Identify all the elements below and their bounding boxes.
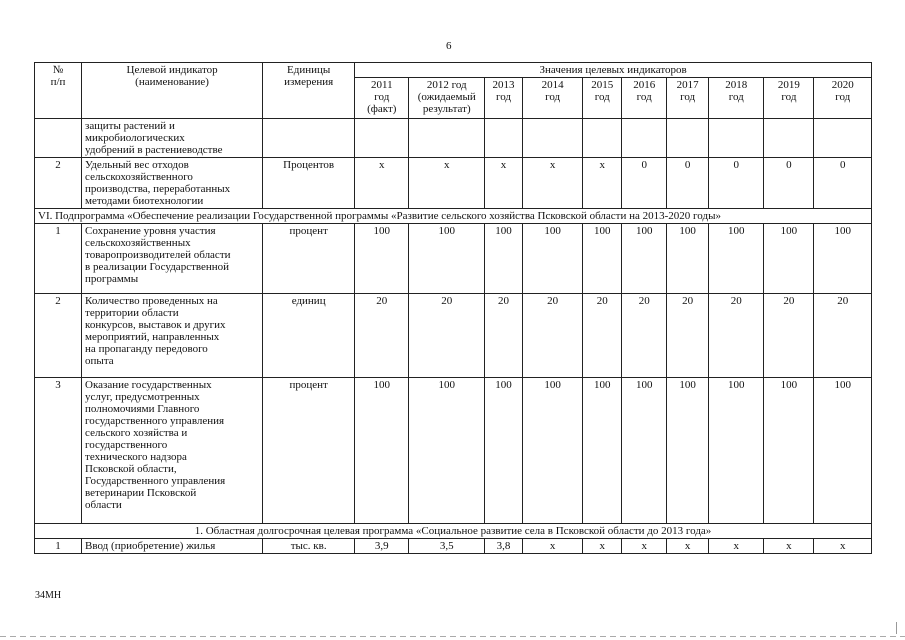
value-cell: 20 (485, 294, 523, 378)
table-row (35, 158, 872, 209)
value-cell (583, 119, 622, 158)
unit-cell: процент (263, 378, 355, 524)
unit-cell: Процентов (263, 158, 355, 209)
header-year-2: 2013 год (485, 78, 523, 119)
header-year-1: 2012 год (ожидаемый результат) (409, 78, 485, 119)
header-year-4: 2015 год (583, 78, 622, 119)
header-units: Единицы измерения (263, 63, 355, 119)
value-cell: 100 (485, 224, 523, 294)
value-cell: 0 (764, 158, 814, 209)
value-cell: 3,5 (409, 539, 485, 554)
footer-code: 34МН (35, 590, 62, 601)
value-cell: 100 (409, 378, 485, 524)
value-cell: 20 (522, 294, 582, 378)
indicator-name: Удельный вес отходов сельскохозяйственного производства, переработанных методами биотехнологии (82, 158, 263, 209)
indicator-name: Сохранение уровня участия сельскохозяйственных товаропроизводителей области в реализации Государственной программы (82, 224, 263, 294)
value-cell: х (814, 539, 872, 554)
indicators-table (34, 62, 872, 554)
section-title: 1. Областная долгосрочная целевая программа «Социальное развитие села в Псковской области до 2013 года» (35, 524, 872, 539)
row-number (35, 119, 82, 158)
value-cell (667, 119, 709, 158)
value-cell: 100 (522, 378, 582, 524)
unit-cell: единиц (263, 294, 355, 378)
value-cell: 100 (409, 224, 485, 294)
row-number: 1 (35, 539, 82, 554)
value-cell: 20 (814, 294, 872, 378)
header-num: № п/п (35, 63, 82, 119)
value-cell: 100 (622, 378, 667, 524)
value-cell: 100 (667, 224, 709, 294)
table-body (35, 119, 872, 554)
value-cell: 3,9 (355, 539, 409, 554)
header-year-6: 2017 год (667, 78, 709, 119)
value-cell: 20 (709, 294, 764, 378)
value-cell (622, 119, 667, 158)
value-cell: 100 (667, 378, 709, 524)
value-cell: 100 (764, 224, 814, 294)
header-values-title: Значения целевых индикаторов (355, 63, 872, 78)
value-cell: 100 (583, 224, 622, 294)
value-cell: 0 (667, 158, 709, 209)
indicator-name: Ввод (приобретение) жилья (82, 539, 263, 554)
value-cell: 100 (709, 224, 764, 294)
value-cell: 100 (355, 378, 409, 524)
value-cell: 100 (522, 224, 582, 294)
table-row (35, 294, 872, 378)
value-cell: х (583, 539, 622, 554)
table-row (35, 224, 872, 294)
value-cell: 100 (814, 378, 872, 524)
value-cell: 3,8 (485, 539, 523, 554)
value-cell: х (522, 539, 582, 554)
value-cell: 100 (764, 378, 814, 524)
table-row (35, 119, 872, 158)
unit-cell: процент (263, 224, 355, 294)
value-cell: 100 (583, 378, 622, 524)
section-row (35, 524, 872, 539)
value-cell: 0 (622, 158, 667, 209)
value-cell (764, 119, 814, 158)
value-cell: 20 (583, 294, 622, 378)
value-cell (409, 119, 485, 158)
header-year-5: 2016 год (622, 78, 667, 119)
value-cell: 100 (485, 378, 523, 524)
row-number: 3 (35, 378, 82, 524)
row-number: 1 (35, 224, 82, 294)
value-cell (485, 119, 523, 158)
value-cell: х (583, 158, 622, 209)
header-year-3: 2014 год (522, 78, 582, 119)
value-cell: 0 (814, 158, 872, 209)
value-cell (709, 119, 764, 158)
value-cell: 0 (709, 158, 764, 209)
header-indicator: Целевой индикатор (наименование) (82, 63, 263, 119)
unit-cell (263, 119, 355, 158)
table-row (35, 539, 872, 554)
value-cell: х (409, 158, 485, 209)
unit-cell: тыс. кв. (263, 539, 355, 554)
value-cell: х (522, 158, 582, 209)
page-number: 6 (446, 40, 452, 52)
value-cell (522, 119, 582, 158)
header-year-0: 2011 год (факт) (355, 78, 409, 119)
value-cell (814, 119, 872, 158)
section-title: VI. Подпрограмма «Обеспечение реализации Государственной программы «Развитие сельского хозяйства Псковской области на 2013-2020 годы» (35, 209, 872, 224)
value-cell: 100 (814, 224, 872, 294)
header-year-9: 2020 год (814, 78, 872, 119)
indicator-name: Количество проведенных на территории области конкурсов, выставок и других мероприятий, направленных на пропаганду передового опыта (82, 294, 263, 378)
value-cell: х (355, 158, 409, 209)
value-cell: 100 (709, 378, 764, 524)
row-number: 2 (35, 294, 82, 378)
scan-edge-line (0, 636, 905, 637)
value-cell: 20 (622, 294, 667, 378)
scan-edge-mark (896, 622, 897, 634)
value-cell: х (667, 539, 709, 554)
indicator-name: Оказание государственных услуг, предусмотренных полномочиями Главного государственного управления сельского хозяйства и государственного технического надзора Псковской области, Государственного управления ветеринарии Псковской области (82, 378, 263, 524)
value-cell: 100 (355, 224, 409, 294)
indicator-name: защиты растений и микробиологических удобрений в растениеводстве (82, 119, 263, 158)
value-cell: х (709, 539, 764, 554)
value-cell (355, 119, 409, 158)
value-cell: х (764, 539, 814, 554)
table-header (35, 63, 872, 119)
table-row (35, 378, 872, 524)
header-year-7: 2018 год (709, 78, 764, 119)
value-cell: 20 (764, 294, 814, 378)
value-cell: 20 (409, 294, 485, 378)
row-number: 2 (35, 158, 82, 209)
value-cell: 20 (355, 294, 409, 378)
header-year-8: 2019 год (764, 78, 814, 119)
value-cell: х (485, 158, 523, 209)
value-cell: 100 (622, 224, 667, 294)
section-row (35, 209, 872, 224)
value-cell: 20 (667, 294, 709, 378)
value-cell: х (622, 539, 667, 554)
